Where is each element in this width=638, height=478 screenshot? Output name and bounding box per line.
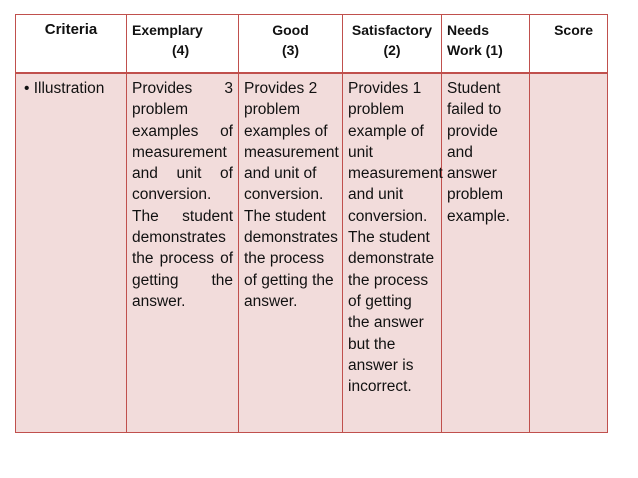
cell-criterion: • Illustration [16,73,127,433]
header-criteria [16,15,127,74]
header-criteria-label: Criteria [44,21,98,38]
cell-satisfactory: Provides 1 problem example of unit measurement and unit conversion. The student demonstrate the process of getting the answer but the answer is incorrect. [343,73,442,433]
header-good-label: Good [272,22,309,38]
header-row [16,15,608,74]
header-good [239,15,343,74]
header-satisfactory-label: Satisfactory [351,22,433,38]
header-good-points: (3) [281,42,300,58]
cell-needs-work: Student failed to provide and answer problem example. [442,73,530,433]
header-needs-label: Needs [447,22,490,38]
header-exemplary [127,15,239,74]
header-score [530,15,608,74]
header-needs-points: Work (1) [447,42,503,58]
header-exemplary-label: Exemplary [132,22,203,38]
header-satisfactory-points: (2) [383,42,401,58]
cell-exemplary: Provides 3 problem examples of measurement and unit of conversion. The student demonstrates the process of getting the answer. [127,73,239,433]
header-satisfactory [343,15,442,74]
cell-good: Provides 2 problem examples of measurement and unit of conversion. The student demonstrates the process of getting the answer. [239,73,343,433]
header-score-label: Score [554,22,593,38]
header-needs-work [442,15,530,74]
rubric-table [15,14,608,433]
criterion-row [16,73,608,433]
cell-score[interactable] [530,73,608,433]
header-exemplary-points: (4) [172,42,190,58]
